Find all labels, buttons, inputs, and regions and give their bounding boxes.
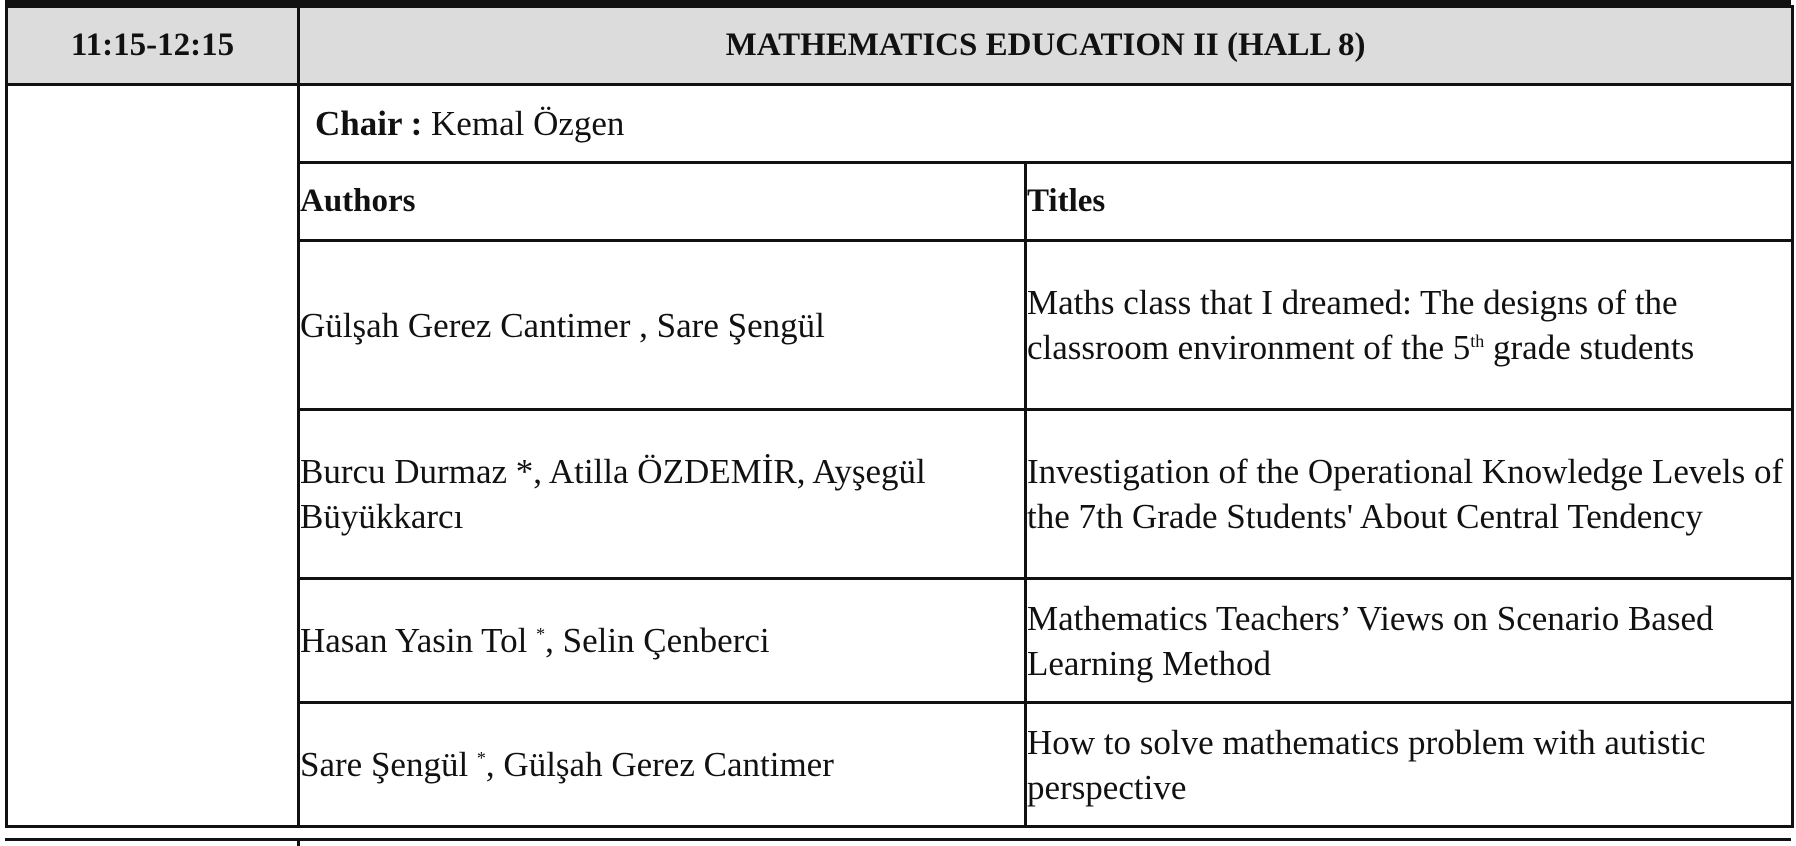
next-row-divider xyxy=(297,838,300,846)
author-presenting: Burcu Durmaz xyxy=(300,452,508,491)
paper-authors xyxy=(299,703,1026,827)
titles-header: Titles xyxy=(1026,163,1793,241)
chair-row xyxy=(7,85,1793,163)
paper-title: How to solve mathematics problem with autistic perspective xyxy=(1026,703,1793,827)
paper-title: Mathematics Teachers’ Views on Scenario Based Learning Method xyxy=(1026,579,1793,703)
presenter-mark: * xyxy=(507,452,534,491)
coauthors: , Atilla ÖZDEMİR, Ayşegül Büyükkarcı xyxy=(300,452,926,536)
paper-title xyxy=(1026,241,1793,410)
presenter-mark: * xyxy=(536,624,546,644)
coauthors: , Gülşah Gerez Cantimer xyxy=(485,745,834,784)
presenter-mark: * xyxy=(476,748,486,768)
coauthors: , Selin Çenberci xyxy=(545,621,770,660)
paper-title-text-end: grade students xyxy=(1484,328,1695,367)
paper-title: Investigation of the Operational Knowledge Levels of the 7th Grade Students' About Central Tendency xyxy=(1026,410,1793,579)
session-title: MATHEMATICS EDUCATION II (HALL 8) xyxy=(299,7,1793,85)
ordinal-superscript: th xyxy=(1470,331,1485,351)
bottom-rule xyxy=(5,838,1791,841)
session-header-row xyxy=(7,7,1793,85)
session-table xyxy=(5,5,1794,828)
paper-title-text: Maths class that I dreamed: The designs of the classroom environment of the 5 xyxy=(1027,283,1678,367)
chair-label: Chair : xyxy=(315,103,423,143)
paper-authors: Gülşah Gerez Cantimer , Sare Şengül xyxy=(299,241,1026,410)
chair-name: Kemal Özgen xyxy=(431,103,625,143)
author-presenting: Hasan Yasin Tol xyxy=(300,621,537,660)
chair-cell xyxy=(299,85,1793,163)
authors-header: Authors xyxy=(299,163,1026,241)
author-presenting: Sare Şengül xyxy=(300,745,477,784)
time-column-body xyxy=(7,85,299,827)
paper-authors xyxy=(299,410,1026,579)
session-time: 11:15-12:15 xyxy=(7,7,299,85)
paper-authors xyxy=(299,579,1026,703)
